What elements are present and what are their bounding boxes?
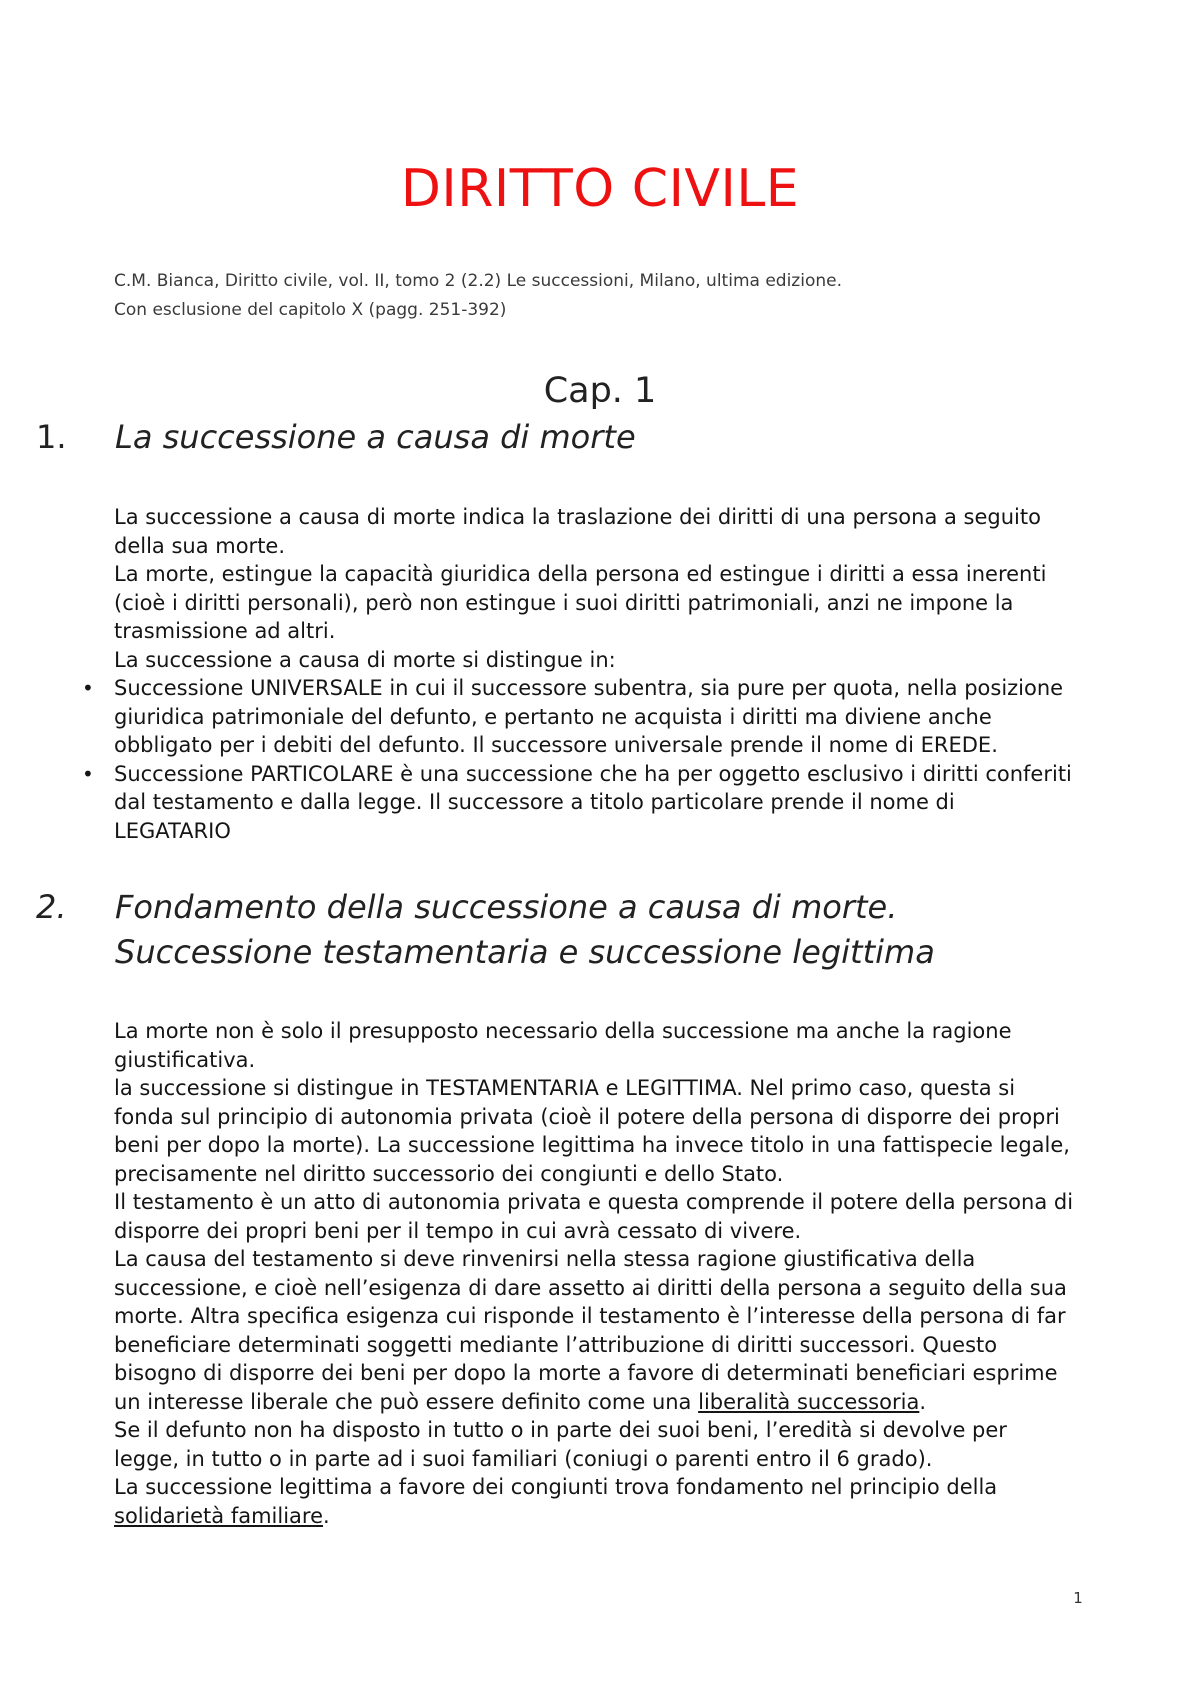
- body-line: la successione si distingue in TESTAMENTARIA e LEGITTIMA. Nel primo caso, questa si: [114, 1076, 1016, 1100]
- chapter-heading: Cap. 1: [543, 371, 657, 411]
- document-title: DIRITTO CIVILE: [400, 159, 800, 219]
- list-item-line: dal testamento e dalla legge. Il successore a titolo particolare prende il nome di: [114, 790, 955, 814]
- body-line: Il testamento è un atto di autonomia privata e questa comprende il potere della persona di: [114, 1190, 1074, 1214]
- section-1-number: 1.: [36, 418, 67, 456]
- underlined-term: solidarietà familiare: [114, 1503, 324, 1528]
- page-number: 1: [1073, 1589, 1083, 1607]
- body-line: La causa del testamento si deve rinvenirsi nella stessa ragione giustificativa della: [114, 1247, 976, 1271]
- reference-line: Con esclusione del capitolo X (pagg. 251-392): [114, 299, 507, 320]
- body-text: .: [919, 1389, 926, 1414]
- body-line: [114, 1388, 1104, 1417]
- body-line: (cioè i diritti personali), però non estingue i suoi diritti patrimoniali, anzi ne impone la: [114, 590, 1014, 615]
- body-line: precisamente nel diritto successorio dei congiunti e dello Stato.: [114, 1161, 784, 1186]
- section-1-title: La successione a causa di morte: [115, 418, 636, 456]
- underlined-term: liberalità successoria: [698, 1389, 920, 1414]
- body-line: beneficiare determinati soggetti mediante l’attribuzione di diritti successori. Questo: [114, 1332, 998, 1357]
- body-line: successione, e cioè nell’esigenza di dare assetto ai diritti della persona a seguito della sua: [114, 1275, 1067, 1300]
- body-line: La morte, estingue la capacità giuridica della persona ed estingue i diritti a essa inerenti: [114, 562, 1047, 586]
- body-line: giustificativa.: [114, 1047, 256, 1072]
- body-line: morte. Altra specifica esigenza cui risponde il testamento è l’interesse della persona di far: [114, 1304, 1066, 1328]
- section-2-number: 2.: [36, 888, 67, 926]
- bibliographic-reference: [114, 268, 842, 325]
- body-line: trasmissione ad altri.: [114, 619, 336, 643]
- bullet-icon: •: [82, 761, 94, 786]
- section-2-title-line: Fondamento della successione a causa di morte.: [115, 888, 898, 926]
- list-item: [82, 674, 1104, 760]
- body-text: un interesse liberale che può essere definito come una: [114, 1389, 699, 1414]
- list-item-line: LEGATARIO: [114, 818, 231, 843]
- bullet-icon: •: [82, 676, 94, 700]
- body-line: La successione a causa di morte si distingue in:: [114, 647, 616, 672]
- body-line: beni per dopo la morte). La successione legittima ha invece titolo in una fattispecie legale,: [114, 1133, 1070, 1157]
- list-item-line: Successione UNIVERSALE in cui il successore subentra, sia pure per quota, nella posizione: [114, 676, 1064, 700]
- body-line: Se il defunto non ha disposto in tutto o in parte dei suoi beni, l’eredità si devolve per: [114, 1418, 1007, 1442]
- body-line: La successione legittima a favore dei congiunti trova fondamento nel principio della: [114, 1475, 998, 1499]
- bullet-list: [82, 674, 1104, 845]
- section-2-title-line: Successione testamentaria e successione legittima: [115, 933, 935, 971]
- list-item-line: Successione PARTICOLARE è una successione che ha per oggetto esclusivo i diritti conferiti: [114, 761, 1072, 786]
- section-2-body: [114, 1017, 1104, 1530]
- body-line: [114, 1502, 1104, 1531]
- section-1-body: [82, 503, 1104, 845]
- body-line: disporre dei propri beni per il tempo in cui avrà cessato di vivere.: [114, 1218, 802, 1243]
- body-line: della sua morte.: [114, 533, 286, 558]
- body-line: fonda sul principio di autonomia privata (cioè il potere della persona di disporre dei propri: [114, 1104, 1060, 1129]
- body-line: bisogno di disporre dei beni per dopo la morte a favore di determinati beneficiari esprime: [114, 1361, 1058, 1385]
- list-item-line: obbligato per i debiti del defunto. Il successore universale prende il nome di EREDE.: [114, 733, 998, 757]
- reference-line: C.M. Bianca, Diritto civile, vol. II, tomo 2 (2.2) Le successioni, Milano, ultima edizione.: [114, 271, 842, 291]
- body-line: La successione a causa di morte indica la traslazione dei diritti di una persona a seguito: [114, 505, 1041, 529]
- body-line: legge, in tutto o in parte ad i suoi familiari (coniugi o parenti entro il 6 grado).: [114, 1446, 933, 1471]
- list-item: [82, 760, 1104, 846]
- body-text: .: [323, 1503, 330, 1528]
- body-line: La morte non è solo il presupposto necessario della successione ma anche la ragione: [114, 1019, 1012, 1043]
- list-item-line: giuridica patrimoniale del defunto, e pertanto ne acquista i diritti ma diviene anche: [114, 704, 992, 729]
